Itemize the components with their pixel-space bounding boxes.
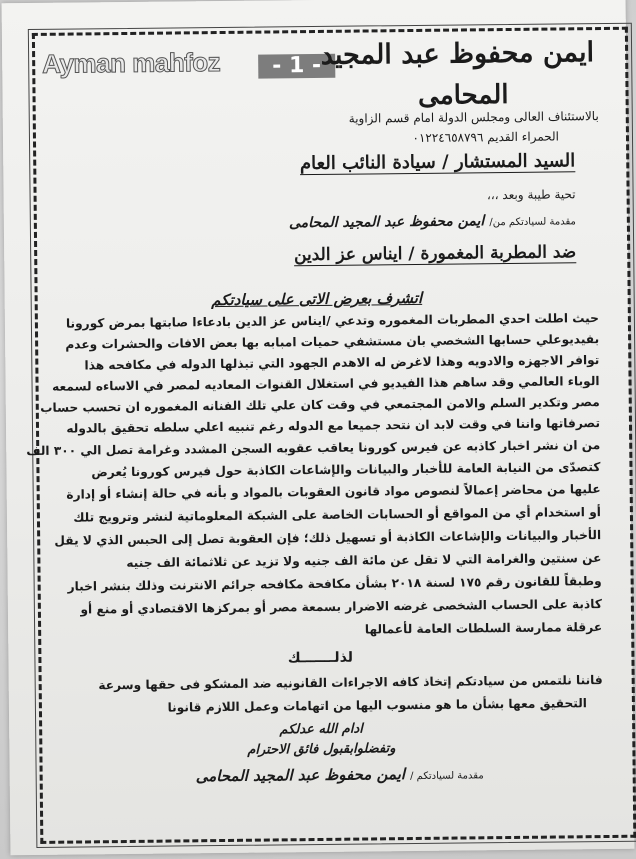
body-line: حيث اطلت احدي المطربات المغموره وتدعي /ايناس عز الدين بادعاءا صابتها بمرض كورونا (65, 311, 599, 331)
lawyer-title: المحامى (417, 79, 509, 111)
intro-line: اتشرف بعرض الاتى على سيادتكم (211, 288, 423, 310)
address-line-1: بالاستئناف العالى ومجلس الدولة امام قسم الزاوية (348, 109, 599, 126)
body-line: الأخبار والبيانات والإشاعات الكاذبة أو تسهيل ذلك؛ فإن العقوبة تصل إلى الحبس الذي لا يقل (54, 528, 602, 548)
body-line: الوباء العالمي وقد ساهم هذا الفيديو في استغلال القنوات المعاديه لمصر في الاساءه لسمعه (52, 374, 600, 394)
therefore-heading: لذلـــــــك (287, 649, 354, 667)
body-line: عليها من محاضر إعمالاً لنصوص مواد قانون العقوبات بالمواد و بأنه في حالة إنشاء أو إدارة (66, 482, 601, 502)
name-watermark: Ayman mahfoz (42, 47, 221, 79)
body-line: توافر الاجهزه والادويه وهذا لاغرض له الاهدم الجهود التي تبذلها الدوله في مكافحه هذا (84, 353, 600, 373)
addressee-heading: السيد المستشار / سيادة النائب العام (299, 150, 576, 175)
signature-line (196, 763, 484, 785)
signature-name: ايمن محفوظ عبد المجيد المحامى (195, 765, 406, 786)
body-line: أو استخدام أي من المواقع أو الحسابات الخاصة على الشبكة المعلوماتية لنشر وترويج تلك (73, 505, 601, 525)
against-heading: ضد المطربة المغمورة / ايناس عز الدين (293, 242, 577, 266)
body-line: كاذبة على الحساب الشخصى غرضه الاضرار بسمعة مصر أو بمركزها الاقتصادي أو منع أو (80, 597, 602, 617)
closing-line-2: وتفضلوابقبول فائق الاحترام (247, 741, 396, 758)
body-line: بفيديوعلي حسابها الشخصي بان مستشفي حميات امبابه بها بعض الافات والحشرات وعدم (65, 332, 600, 352)
body-line: عرقلة ممارسة السلطات العامة لأعمالها (364, 620, 603, 637)
body-line: تصرفاتها واننا في وقت لابد ان نتحد جميعا مع الدوله رغم تنبيه اعلي سلطه تحقيق بالدوله (66, 416, 601, 436)
body-line: وطبقاً للقانون رقم ١٧٥ لسنة ٢٠١٨ بشأن مكافحة مكافحه جرائم الانترنت وذلك بنشر اخبار (67, 574, 602, 594)
submitted-by-name: ايمن محفوظ عبد المجيد المحامى (288, 213, 485, 232)
body-line: عن سنتين والغرامة التي لا تقل عن مائة الف جنيه ولا تزيد عن ثلاثمائة الف جنيه (126, 551, 602, 571)
body-line: من ان نشر اخبار كاذبه عن فيرس كورونا يعاقب عقوبه السجن المشدد وغرامة تصل الي ٣٠٠ الف (26, 438, 601, 459)
body-line: كتصدّى من النيابة العامة للأخبار والبيانات والإشاعات الكاذبة حول فيرس كورونا يُعرض (91, 460, 601, 480)
document-page (2, 0, 635, 855)
submitted-by-line (289, 209, 576, 231)
closing-line-1: ادام الله عدلكم (279, 721, 363, 738)
request-line: فاننا نلتمس من سيادتكم إتخاذ كافه الاجراءات القانونيه ضد المشكو فى حقها وسرعة (98, 673, 603, 693)
lawyer-name: ايمن محفوظ عبد المجيد (320, 37, 595, 71)
page-number: - 1 - (258, 54, 335, 79)
greeting: تحية طيبة وبعد ،،، (486, 187, 576, 203)
body-line: مصر وتكدير السلم والامن المجتمعي في وقت كان علي تلك الفنانه المغموره ان تحسب حساب (40, 395, 600, 415)
address-line-2: الحمراء القديم ٠١٢٢٤٦٥٨٧٩٦ (412, 129, 560, 145)
signature-prefix: مقدمة لسيادتكم / (410, 770, 484, 783)
submitted-by-prefix: مقدمة لسيادتكم من/ (489, 216, 576, 229)
request-line: التحقيق معها بشأن ما هو منسوب اليها من اتهامات وعمل اللازم قانونا (167, 696, 587, 715)
